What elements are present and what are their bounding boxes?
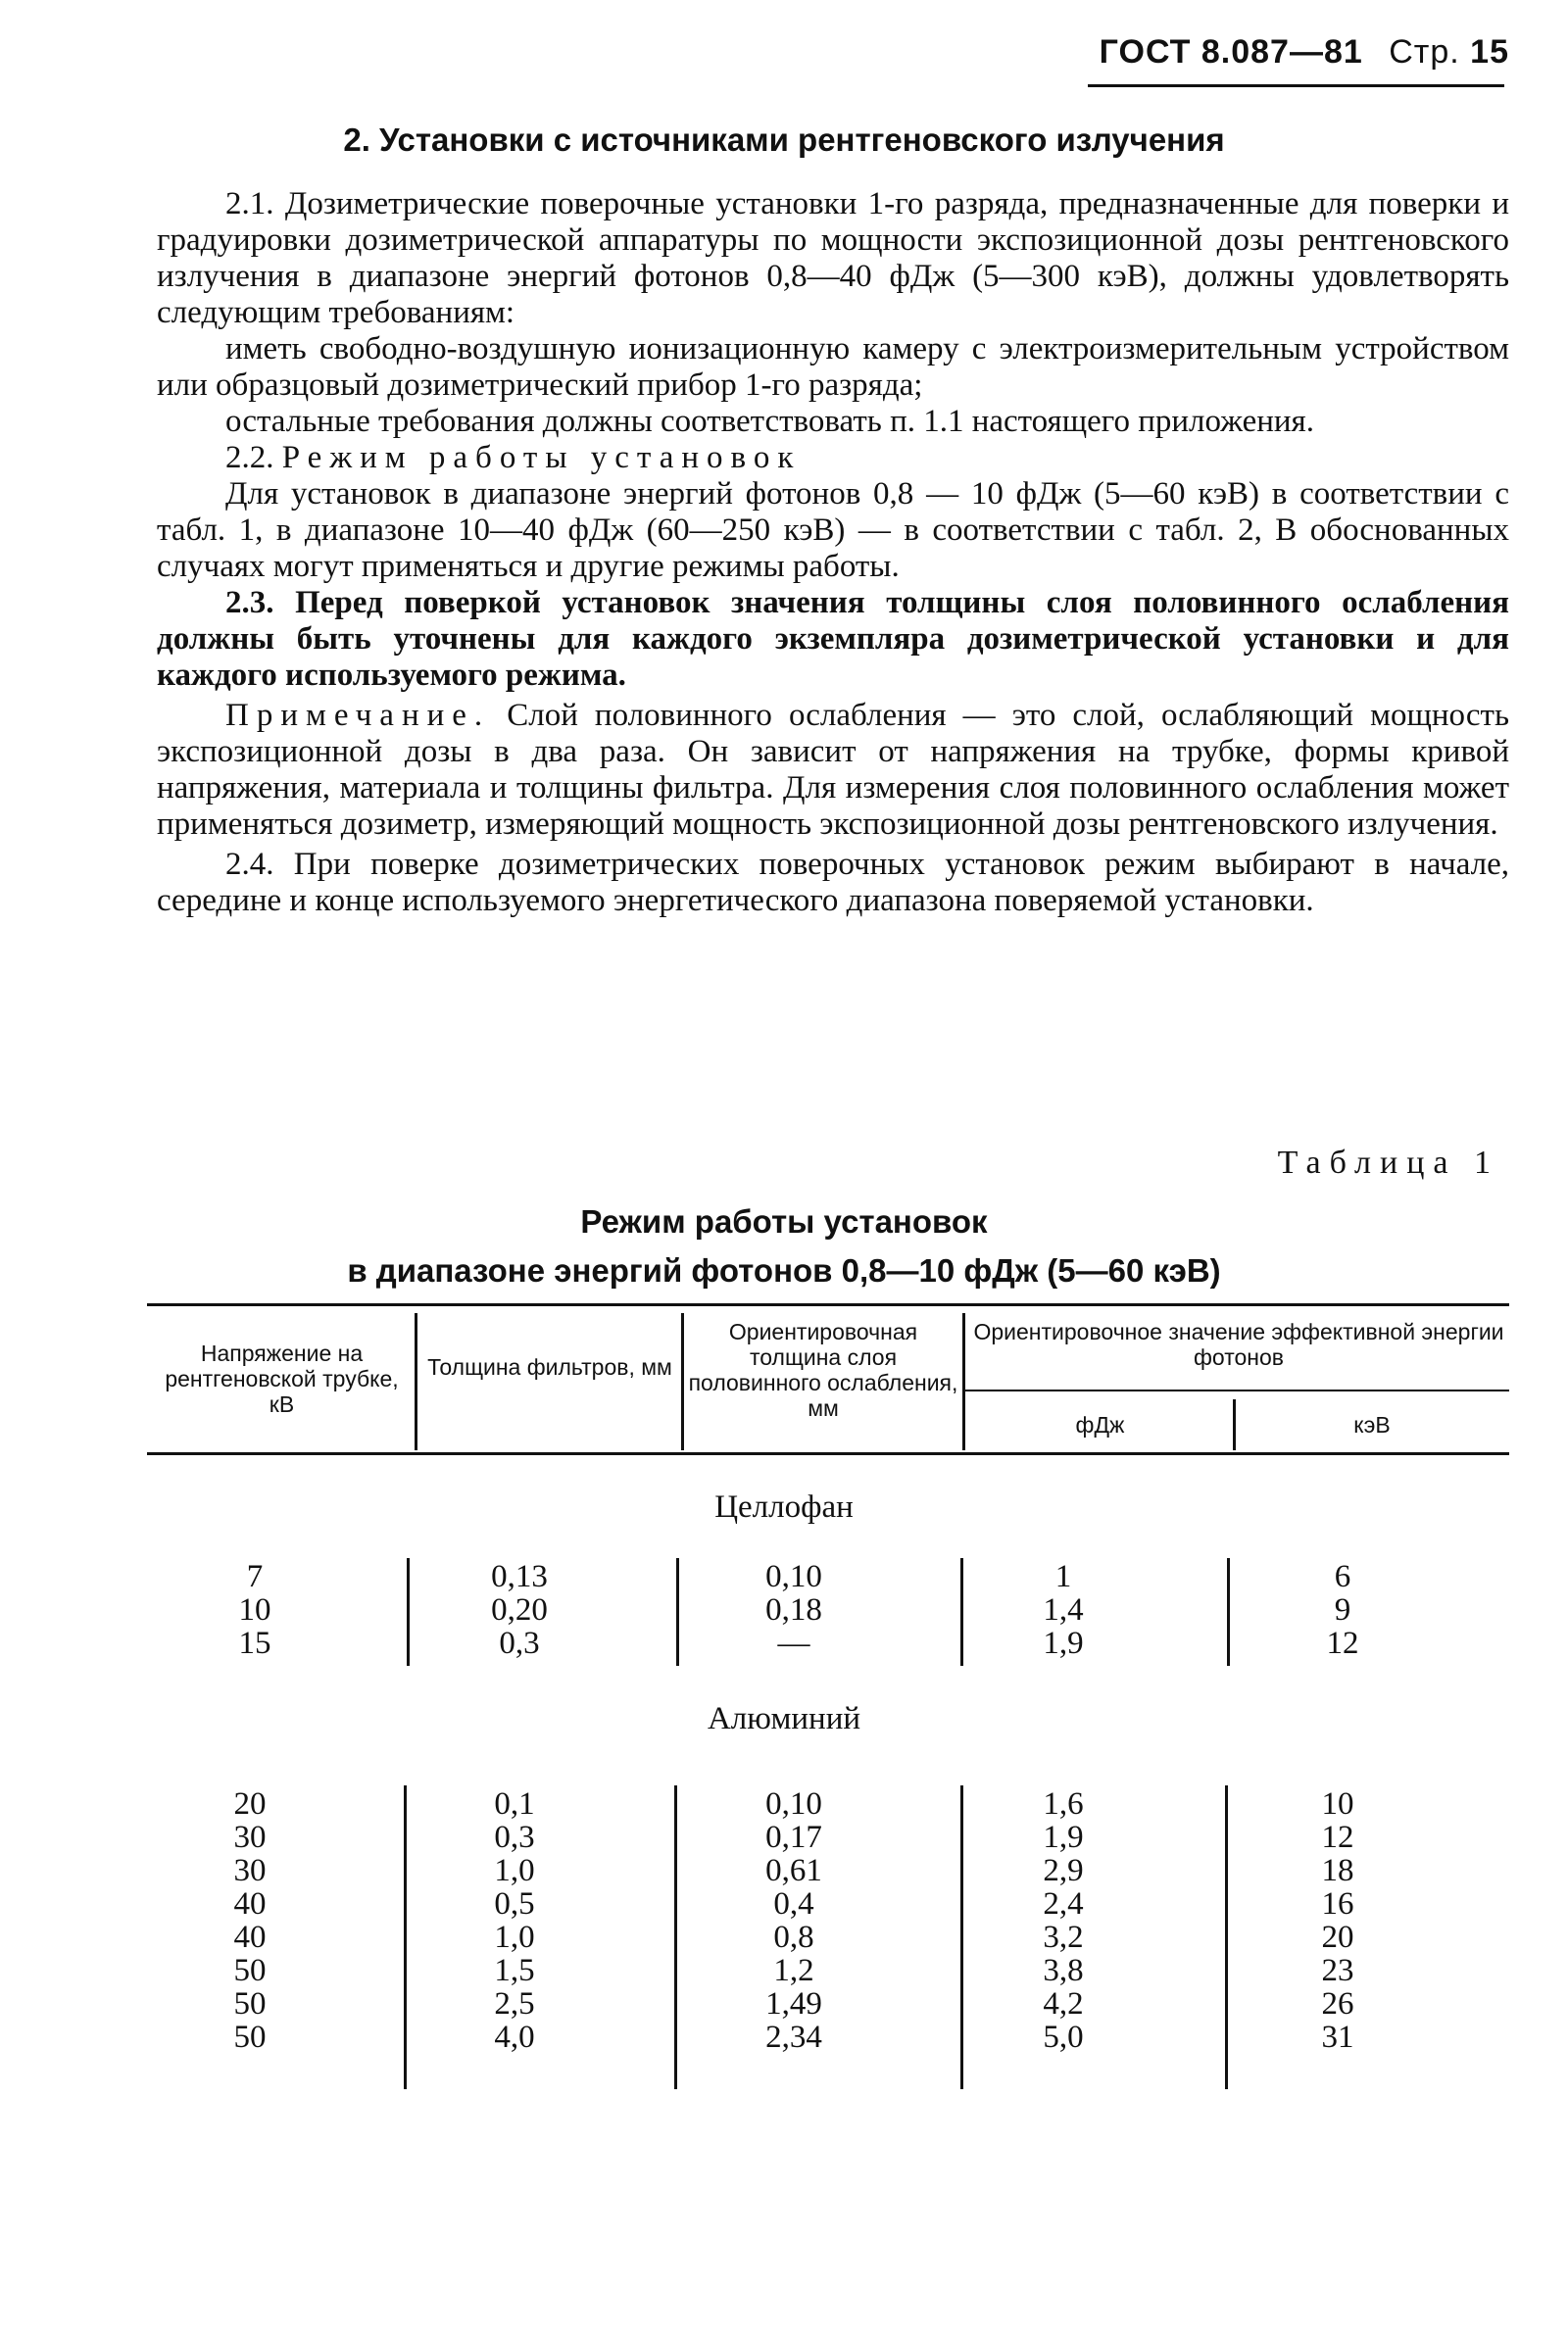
paragraph-2-2-text: Для установок в диапазоне энергий фотонов 0,8 — 10 фДж (5—60 кэВ) в соответствии с табл. 1, в диапазоне 10—40 фДж (60—250 кэВ) — в соответствии с табл. 2, В обоснованных случаях могут применяться и другие режимы работы. (157, 476, 1509, 584)
group1-divider-1 (407, 1558, 410, 1666)
cell: 0,10 (765, 1786, 822, 1822)
table-title (0, 1197, 1568, 1295)
cell: 16 (1321, 1886, 1354, 1922)
table-number: Таблица 1 (1277, 1145, 1499, 1181)
note-text: Слой половинного ослабления — это слой, ослабляющий мощность экспозиционной дозы в два раза. Он зависит от напряжения на трубке, формы кривой напряжения, материала и толщины фильтра. Для измерения слоя половинного ослабления может применяться дозиметр, измеряющий мощность экспозиционной дозы рентгеновского излучения. (157, 698, 1509, 842)
header-kev: кэВ (1353, 1412, 1391, 1438)
paragraph-2-3: 2.3. Перед поверкой установок значения толщины слоя половинного ослабления должны быть уточнены для каждого экземпляра дозиметрической установки и для каждого используемого режима. (157, 585, 1509, 693)
table-title-line-2: в диапазоне энергий фотонов 0,8—10 фДж (5—60 кэВ) (347, 1252, 1221, 1289)
paragraph-2-1: 2.1. Дозиметрические поверочные установки 1-го разряда, предназначенные для поверки и градуировки дозиметрической аппаратуры по мощности экспозиционной дозы рентгеновского излучения в диапазоне энергий фотонов 0,8—40 фДж (5—300 кэВ), должны удовлетворять следующим требованиям: (157, 186, 1509, 330)
cell: 1,4 (1043, 1592, 1084, 1628)
header-divider-2 (681, 1313, 684, 1450)
cell: 2,34 (765, 2020, 822, 2055)
cell: 12 (1321, 1820, 1354, 1855)
header-divider-3 (962, 1313, 965, 1450)
cell: 0,18 (765, 1592, 822, 1628)
paragraph-2-2-title: Режим работы установок (281, 440, 802, 475)
group-title-aluminium: Алюминий (707, 1701, 861, 1736)
group2-divider-1 (404, 1785, 407, 2089)
cell: 0,4 (773, 1886, 814, 1922)
cell: 0,3 (494, 1820, 535, 1855)
cell: 4,2 (1043, 1986, 1084, 2022)
cell: 40 (233, 1886, 267, 1922)
group1-fj-col (1009, 1560, 1117, 1660)
cell: 10 (238, 1592, 271, 1628)
cell: 2,9 (1043, 1853, 1084, 1888)
header-voltage: Напряжение на рентгеновской трубке, кВ (165, 1341, 399, 1417)
page-header (59, 33, 1509, 72)
cell: 1,2 (773, 1953, 814, 1988)
cell: 15 (238, 1626, 271, 1661)
cell: 1,49 (765, 1986, 822, 2022)
paragraph-2-4: 2.4. При поверке дозиметрических поверочных установок режим выбирают в начале, середине и конце используемого энергетического диапазона поверяемой установки. (157, 847, 1509, 918)
cell: 30 (233, 1853, 267, 1888)
standard-number: ГОСТ 8.087—81 (1099, 33, 1363, 71)
paragraph-2-1-b: остальные требования должны соответствовать п. 1.1 настоящего приложения. (225, 404, 1314, 439)
group1-kev-col (1294, 1560, 1392, 1660)
cell: 1,9 (1043, 1820, 1084, 1855)
note (157, 698, 1509, 843)
cell: 0,17 (765, 1820, 822, 1855)
energy-subheader-rule (965, 1390, 1509, 1391)
group2-fj-col (1009, 1787, 1117, 2054)
cell: 4,0 (494, 2020, 535, 2055)
paragraph-2-2-number: 2.2. (225, 440, 274, 475)
group2-hvl-col (730, 1787, 858, 2054)
section-title: 2. Установки с источниками рентгеновского излучения (343, 122, 1225, 158)
cell: 20 (1321, 1920, 1354, 1955)
cell: 0,13 (491, 1559, 548, 1594)
group1-filter-col (461, 1560, 578, 1660)
cell: 0,10 (765, 1559, 822, 1594)
page-number: 15 (1470, 33, 1509, 71)
group2-divider-2 (674, 1785, 677, 2089)
cell: 5,0 (1043, 2020, 1084, 2055)
header-hvl: Ориентировочная толщина слоя половинного ослабления, мм (688, 1319, 958, 1421)
cell: 6 (1334, 1559, 1351, 1594)
cell: 2,5 (494, 1986, 535, 2022)
group2-divider-3 (960, 1785, 963, 2089)
group2-kev-col (1289, 1787, 1387, 2054)
cell: 1,0 (494, 1853, 535, 1888)
cell: 18 (1321, 1853, 1354, 1888)
note-label: Примечание. (225, 698, 491, 733)
group2-voltage-col (191, 1787, 309, 2054)
cell: 0,8 (773, 1920, 814, 1955)
header-rule (1088, 84, 1504, 87)
cell: 12 (1326, 1626, 1359, 1661)
cell: 1,9 (1043, 1626, 1084, 1661)
cell: 30 (233, 1820, 267, 1855)
header-fj: фДж (1075, 1412, 1125, 1438)
cell: 50 (233, 1986, 267, 2022)
cell: — (777, 1626, 810, 1661)
paragraph-2-2-heading (157, 440, 1509, 476)
cell: 1 (1054, 1559, 1072, 1594)
cell: 1,6 (1043, 1786, 1084, 1822)
group1-voltage-col (196, 1560, 314, 1660)
paragraph-2-1-a: иметь свободно-воздушную ионизационную камеру с электроизмерительным устройством или образцовый дозиметрический прибор 1-го разряда; (157, 331, 1509, 403)
cell: 1,5 (494, 1953, 535, 1988)
cell: 10 (1321, 1786, 1354, 1822)
page-label: Стр. (1389, 33, 1460, 71)
cell: 1,0 (494, 1920, 535, 1955)
group1-hvl-col (730, 1560, 858, 1660)
cell: 9 (1334, 1592, 1351, 1628)
cell: 40 (233, 1920, 267, 1955)
cell: 50 (233, 1953, 267, 1988)
group1-divider-4 (1227, 1558, 1230, 1666)
group2-divider-4 (1225, 1785, 1228, 2089)
cell: 2,4 (1043, 1886, 1084, 1922)
cell: 7 (246, 1559, 264, 1594)
header-energy: Ориентировочное значение эффективной энергии фотонов (973, 1319, 1504, 1370)
group2-filter-col (456, 1787, 573, 2054)
cell: 3,2 (1043, 1920, 1084, 1955)
cell: 0,61 (765, 1853, 822, 1888)
cell: 0,5 (494, 1886, 535, 1922)
cell: 20 (233, 1786, 267, 1822)
cell: 0,20 (491, 1592, 548, 1628)
group1-divider-2 (676, 1558, 679, 1666)
cell: 0,1 (494, 1786, 535, 1822)
cell: 23 (1321, 1953, 1354, 1988)
body-text (157, 186, 1509, 919)
cell: 31 (1321, 2020, 1354, 2055)
table-top-rule (147, 1303, 1509, 1306)
table-header-bottom-rule (147, 1452, 1509, 1455)
header-divider-1 (415, 1313, 417, 1450)
header-filter: Толщина фильтров, мм (427, 1354, 672, 1380)
cell: 3,8 (1043, 1953, 1084, 1988)
table-title-line-1: Режим работы установок (580, 1203, 988, 1240)
group1-divider-3 (960, 1558, 963, 1666)
group-title-cellophane: Целлофан (714, 1489, 854, 1525)
header-divider-4 (1233, 1399, 1236, 1450)
cell: 26 (1321, 1986, 1354, 2022)
cell: 50 (233, 2020, 267, 2055)
cell: 0,3 (499, 1626, 540, 1661)
